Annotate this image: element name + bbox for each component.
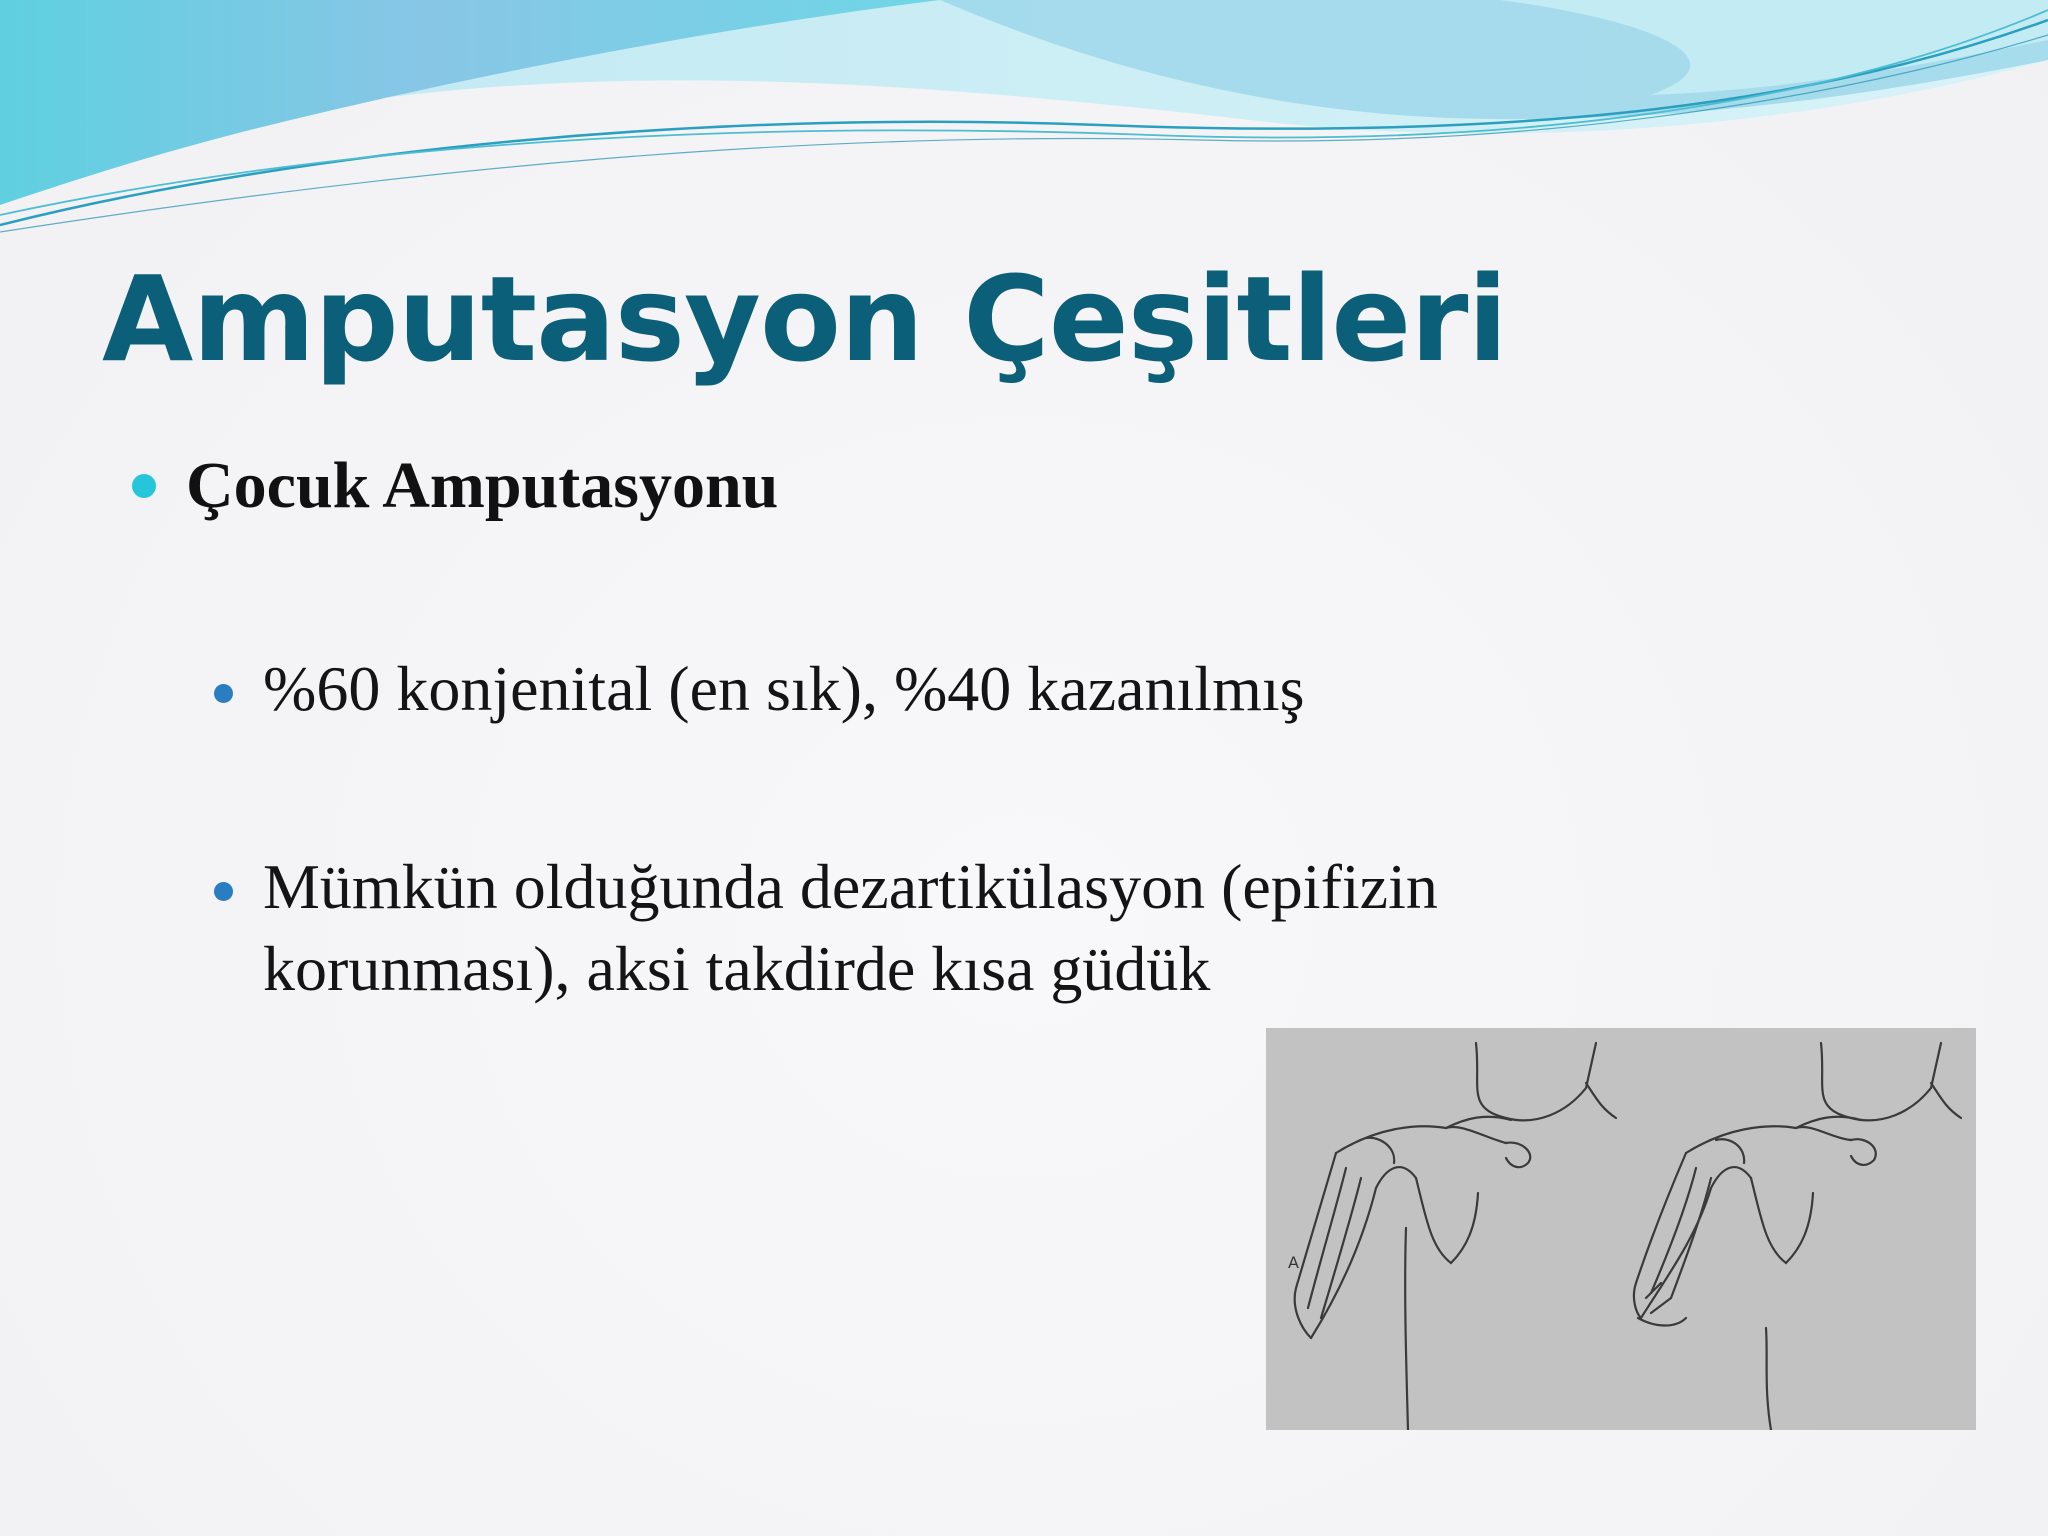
- bullet-dot-icon: [132, 474, 156, 498]
- sub-bullet-2-text: [263, 846, 1438, 1010]
- sub-bullet-1: [214, 648, 1305, 730]
- wave-banner: [0, 0, 2048, 240]
- shoulder-disarticulation-illustration: [1266, 1028, 1976, 1430]
- bullet-dot-icon: [214, 684, 233, 703]
- sub-bullet-2-line-2: korunması), aksi takdirde kısa güdük: [263, 933, 1211, 1004]
- slide-title: Amputasyon Çeşitleri: [102, 250, 1507, 388]
- sub-bullet-2: [214, 846, 1438, 1010]
- bullet-main-text: Çocuk Amputasyonu: [186, 449, 779, 522]
- sub-bullet-1-text: %60 konjenital (en sık), %40 kazanılmış: [263, 653, 1305, 724]
- bullet-main: [132, 448, 778, 524]
- svg-text:A: A: [1288, 1253, 1299, 1272]
- sub-bullet-2-line-1: Mümkün olduğunda dezartikülasyon (epifizin: [263, 851, 1438, 922]
- bullet-dot-icon: [214, 882, 233, 901]
- sketch-drawing: [1266, 1028, 1976, 1430]
